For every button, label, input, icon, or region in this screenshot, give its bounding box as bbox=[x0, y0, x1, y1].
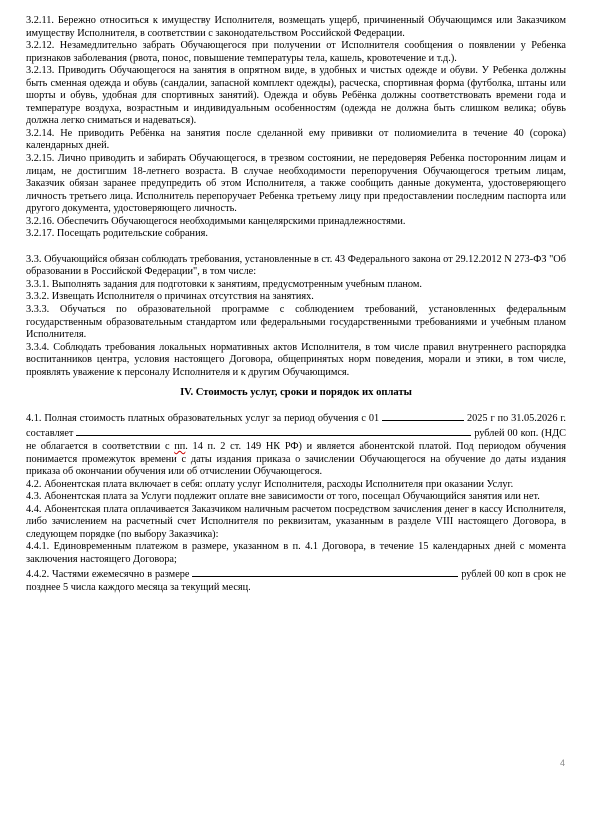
clause-4-4-2 bbox=[26, 566, 566, 594]
clause-4-1-part3: рублей 00 коп. (НДС не облагается в соответствии с bbox=[26, 428, 567, 452]
start-date-blank bbox=[382, 410, 464, 421]
clause-3-3-1: 3.3.1. Выполнять задания для подготовки к занятиям, предусмотренным учебным планом. bbox=[26, 278, 422, 290]
clause-3-2-17: 3.2.17. Посещать родительские собрания. bbox=[26, 228, 208, 240]
clause-3-2-16: 3.2.16. Обеспечить Обучающегося необходимыми канцелярскими принадлежностями. bbox=[26, 215, 406, 227]
clause-3-2-13: 3.2.13. Приводить Обучающегося на занятия в опрятном виде, в удобных и чистых одежде и обуви. У Ребенка должны быть сменная одежда и обувь (сандалии, запасной комплект одежды), расческа, спортивная форма (футболка, штаны или шорты и обувь, удобная для спортивных занятий). Одежда и обувь Ребёнка должны соответствовать времени года и температуре воздуха, возрастным и индивидуальным особенностям (одежда не должна быть слишком велика; обувь должна легко сниматься и надеваться). bbox=[26, 65, 566, 127]
clause-3-3-2: 3.3.2. Извещать Исполнителя о причинах отсутствия на занятиях. bbox=[26, 291, 314, 303]
clause-4-1-part4: . 14 п. 2 ст. 149 НК РФ) и является абонентской платой. Под периодом обучения понимается промежуток времени с даты издания приказа о зачислении Обучающегося на обучение до даты издания приказа об окончании обучения или об отчислении Обучающегося. bbox=[26, 440, 566, 478]
clause-3-3-4: 3.3.4. Соблюдать требования локальных нормативных актов Исполнителя, в том числе правил внутреннего распорядка воспитанников центра, условия настоящего Договора, общепринятых норм поведения, морали и этики, в том числе, проявлять уважение к персоналу Исполнителя и к другим Обучающимся. bbox=[26, 341, 566, 378]
clause-4-1-part2: 2025 г по 31.05.2026 г. составляет bbox=[26, 412, 566, 440]
clause-3-2-12: 3.2.12. Незамедлительно забрать Обучающегося при получении от Исполнителя сообщения о появлении у Ребенка признаков заболевания (рвота, понос, повышение температуры тела, кашель, кровотечение и т.д.). bbox=[26, 40, 566, 64]
section-4 bbox=[26, 410, 566, 595]
clause-3-2-15: 3.2.15. Лично приводить и забирать Обучающегося, в трезвом состоянии, не передоверяя Ребенка посторонним лицам и лицам, не достигшим 18-летнего возраста. В случае необходимости перепоручения Обучающегося третьим лицам, Заказчик обязан заранее предупредить об этом Исполнителя, а также сообщить данные документа, удостоверяющего личность третьего лица. Исполнитель перепоручает Ребенка третьему лицу при предоставлении последним паспорта или другого документа, удостоверяющего личность. bbox=[26, 153, 566, 215]
clause-3-2-14: 3.2.14. Не приводить Ребёнка на занятия после сделанной ему прививки от полиомиелита в течение 40 (сорока) календарных дней. bbox=[26, 127, 566, 152]
total-amount-blank bbox=[76, 425, 471, 436]
clauses-3-3 bbox=[26, 254, 566, 379]
clauses-3-2 bbox=[26, 15, 566, 241]
clause-4-1-part1: 4.1. Полная стоимость платных образовательных услуг за период обучения с 01 bbox=[26, 412, 380, 424]
clause-3-2-11: 3.2.11. Бережно относиться к имуществу Исполнителя, возмещать ущерб, причиненный Обучающимся или Заказчиком имуществу Исполнителя, в соответствии с законодательством Российской Федерации. bbox=[26, 15, 566, 39]
spelling-mark: пп bbox=[174, 440, 186, 452]
clause-3-3-3: 3.3.3. Обучаться по образовательной программе с соблюдением требований, установленных федеральным государственным образовательным стандартом или федеральными государственными требованиями и учебным планом Исполнителя. bbox=[26, 304, 566, 341]
monthly-amount-blank bbox=[192, 566, 458, 577]
section-heading: IV. Стоимость услуг, сроки и порядок их оплаты bbox=[180, 387, 412, 399]
clause-4-3: 4.3. Абонентская плата за Услуги подлежит оплате вне зависимости от того, посещал Обучающийся занятия или нет. bbox=[26, 491, 540, 503]
clause-4-1 bbox=[26, 410, 566, 479]
page-number: 4 bbox=[559, 758, 565, 769]
clause-3-3: 3.3. Обучающийся обязан соблюдать требования, установленные в ст. 43 Федерального закона от 29.12.2012 N 273-ФЗ "Об образовании в Российской Федерации", в том числе: bbox=[26, 253, 566, 278]
clause-4-2: 4.2. Абонентская плата включает в себя: оплату услуг Исполнителя, расходы Исполнителя при оказании Услуг. bbox=[26, 478, 514, 490]
clause-4-4: 4.4. Абонентская плата оплачивается Заказчиком наличным расчетом посредством зачисления денег в кассу Исполнителя, либо зачислением на расчетный счет Исполнителя по реквизитам, указанным в разделе VIII настоящего Договора, в следующем порядке (по выбору Заказчика): bbox=[26, 503, 566, 540]
clause-4-4-2-part1: 4.4.2. Частями ежемесячно в размере bbox=[26, 569, 190, 581]
spacer bbox=[26, 241, 566, 254]
page-content bbox=[26, 15, 566, 595]
clause-4-4-1: 4.4.1. Единовременным платежом в размере, указанном в п. 4.1 Договора, в течение 15 календарных дней с момента заключения настоящего Договора; bbox=[26, 541, 566, 565]
clause-4-4-2-part2: рублей 00 коп в срок не позднее 5 числа каждого месяца за текущий месяц. bbox=[26, 569, 567, 593]
